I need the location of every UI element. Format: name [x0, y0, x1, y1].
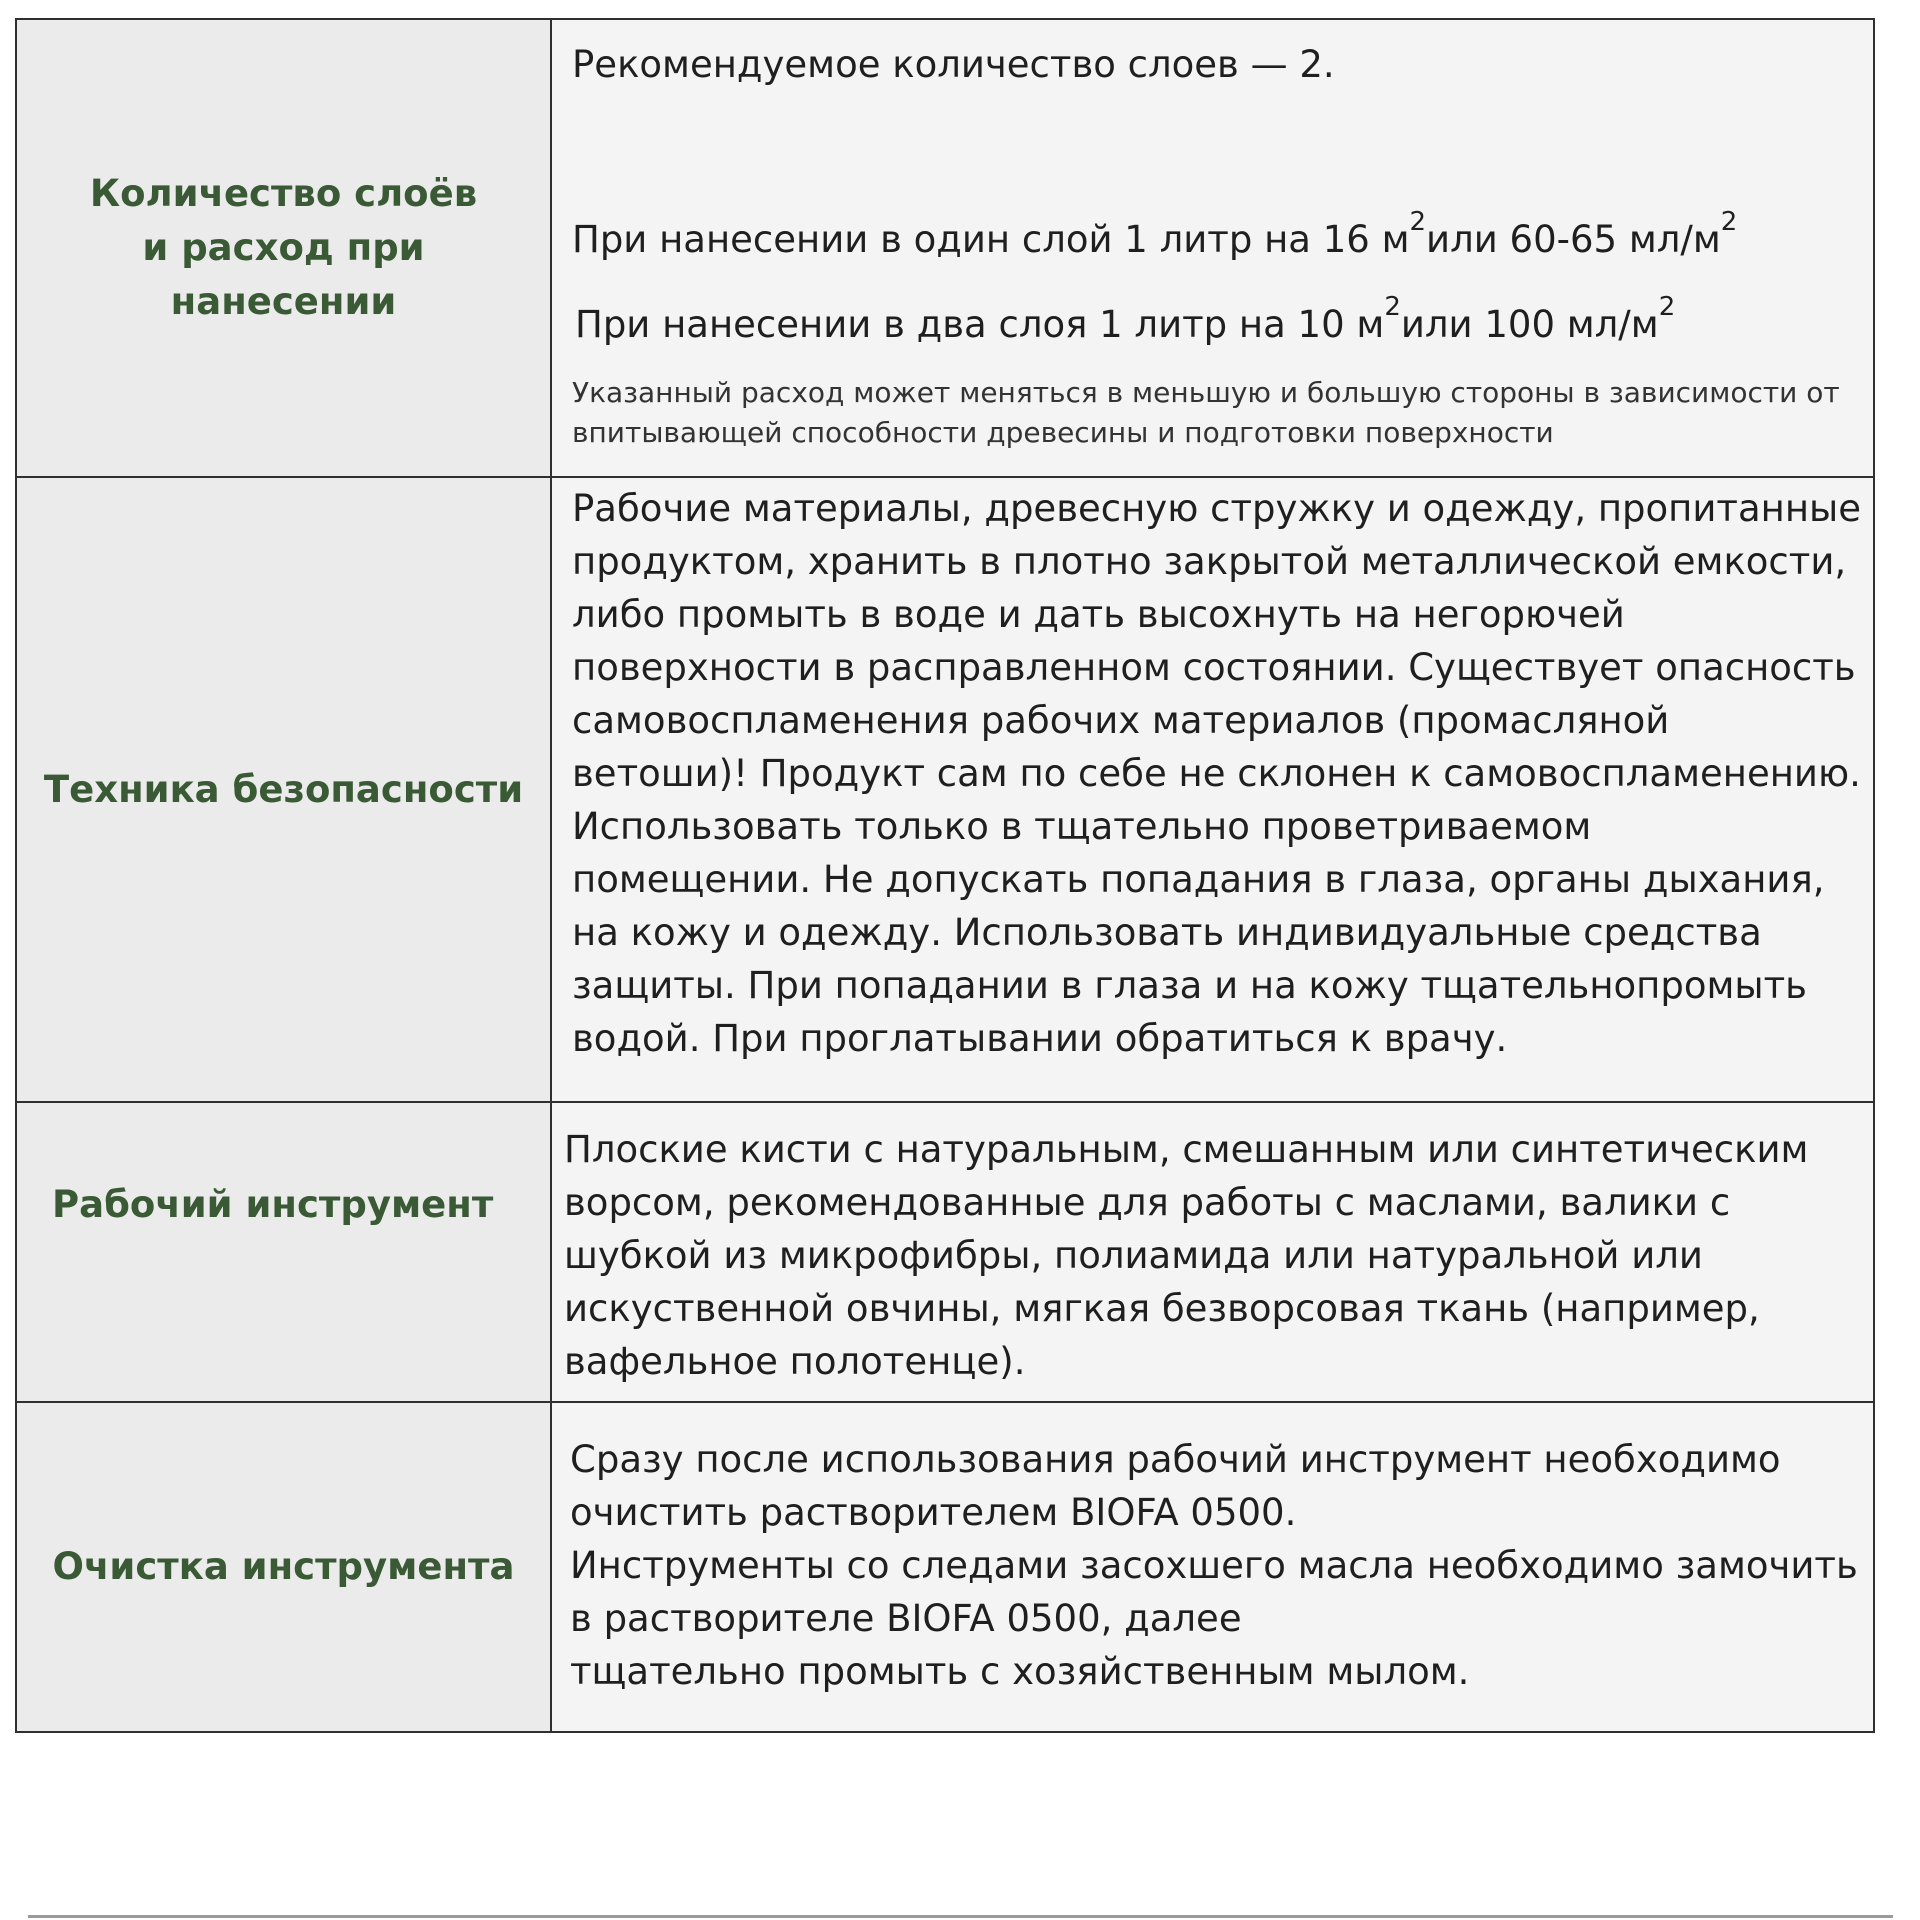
label-safety: Техника безопасности — [43, 767, 524, 811]
rate1-sup2: 2 — [1720, 207, 1738, 237]
label-layers — [27, 167, 540, 329]
tools-text: Плоские кисти с натуральным, смешанным или синтетическим ворсом, рекомендованные для работы с маслами, валики с шубкой из микрофибры, полиамида или натуральной или искуственной овчины, мягкая безворсовая ткань (например, вафельное полотенце). — [564, 1128, 1809, 1383]
layers-intro: Рекомендуемое количество слоев — 2. — [572, 43, 1335, 86]
label-cell-cleaning — [17, 1403, 552, 1731]
bottom-divider — [28, 1915, 1893, 1918]
label-cell-layers — [17, 20, 552, 478]
rate2-sup1: 2 — [1384, 292, 1401, 322]
label-cleaning: Очистка инструмента — [52, 1545, 515, 1588]
safety-text: Рабочие материалы, древесную стружку и одежду, пропитанные продуктом, хранить в плотно закрытой металлической емкости, либо промыть в воде и дать высохнуть на негорючей поверхности в расправленном состоянии. Существует опасность самовоспламенения рабочих материалов (промасляной ветоши)! Продукт сам по себе не склонен к самовоспламенению. Использовать только в тщательно проветриваемом помещении. Не допускать попадания в глаза, органы дыхания, на кожу и одежду. Использовать индивидуальные средства защиты. При попадании в глаза и на кожу тщательнопромыть водой. При проглатывании обратиться к врачу. — [572, 487, 1861, 1060]
value-cell-layers — [552, 20, 1873, 478]
rate1-sup1: 2 — [1409, 207, 1427, 237]
spec-table — [15, 18, 1875, 1733]
value-cell-safety — [552, 478, 1873, 1103]
label-cell-tools — [17, 1103, 552, 1403]
label-tools: Рабочий инструмент — [52, 1183, 494, 1226]
value-cell-tools — [552, 1103, 1873, 1403]
rate2-text-a: При нанесении в два слоя 1 литр на 10 м — [575, 303, 1385, 346]
rate1-text-b: или 60-65 мл/м — [1426, 218, 1721, 261]
label-cell-safety — [17, 478, 552, 1103]
rate2-text-b: или 100 мл/м — [1400, 303, 1659, 346]
label-layers-line1: Количество слоёв — [89, 172, 478, 215]
rate-two-layers — [572, 292, 1873, 351]
consumption-note: Указанный расход может меняться в меньшую и большую стороны в зависимости от впитывающей способности древесины и подготовки поверхности — [572, 376, 1840, 449]
rate-one-layer — [572, 207, 1873, 266]
label-layers-line2: и расход при нанесении — [142, 226, 425, 323]
value-cell-cleaning — [552, 1403, 1873, 1731]
rate2-sup2: 2 — [1658, 292, 1676, 322]
rate1-text-a: При нанесении в один слой 1 литр на 16 м — [572, 218, 1410, 261]
cleaning-text: Сразу после использования рабочий инструмент необходимо очистить растворителем BIOFA 0500. Инструменты со следами засохшего масла необходимо замочить в растворителе BIOFA 0500, далее тщательно промыть с хозяйственным мылом. — [570, 1438, 1858, 1693]
